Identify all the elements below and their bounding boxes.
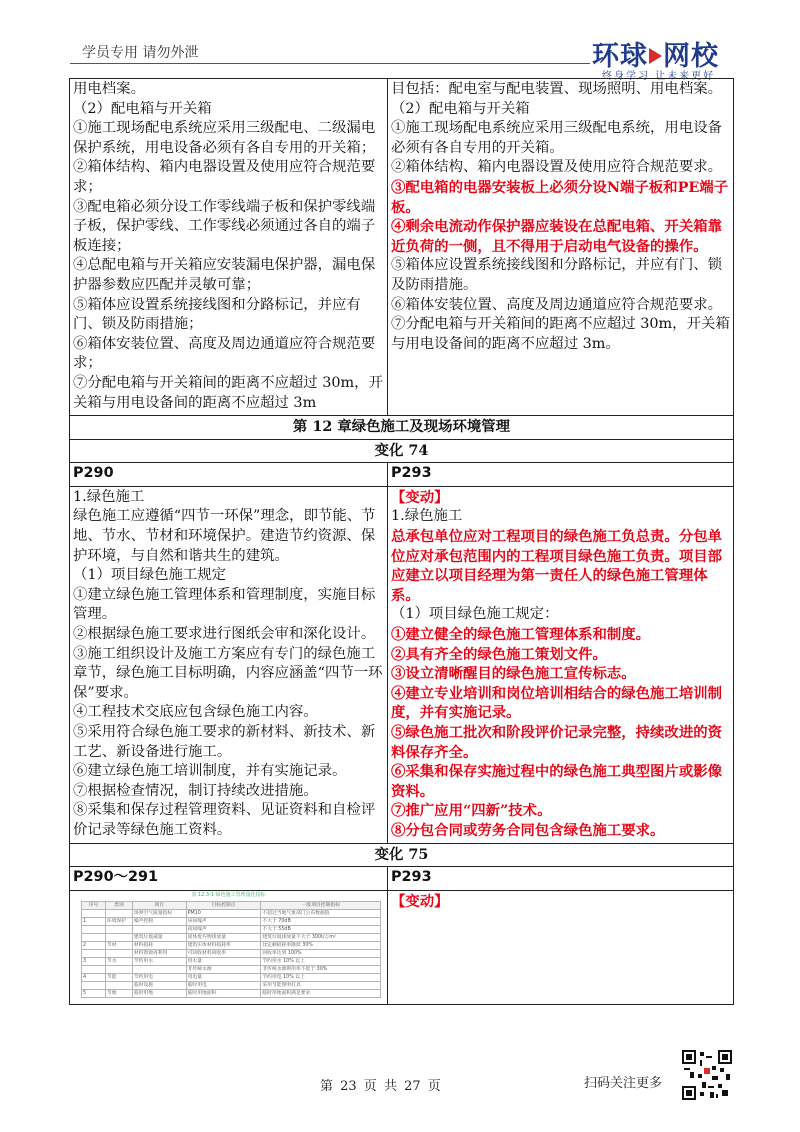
change-tag: 【变动】 [391,892,449,910]
table-cell: 节材 [105,941,132,949]
paragraph: ②具有齐全的绿色施工策划文件。 [391,645,607,663]
table-row [70,890,734,1004]
table-row [82,989,381,997]
table-cell [105,933,132,941]
table-header-cell: 目标控制点 [186,901,261,909]
table-cell [132,965,186,973]
paragraph: ⑦分配电箱与开关箱间的距离不应超过 30m，开关箱与用电设备间的距离不应超过 3m [73,374,383,411]
paragraph: （1）项目绿色施工规定： [391,606,559,623]
table-header-cell: 项目 [132,901,186,909]
table-cell: 节约用水 10% 以上 [261,957,381,965]
table-cell: PM10 [186,909,261,917]
paragraph: ③配电箱的电器安装板上必须分设N端子板和PE端子板。 [391,178,729,216]
table-row [82,925,381,933]
change-75-left-cell [70,890,388,1004]
table-cell [105,981,132,989]
paragraph: ⑤绿色施工批次和阶段评价记录完整，持续改进的资料保存齐全。 [391,724,722,761]
table-cell: 节约用电 10% 以上 [261,973,381,981]
table-row [82,965,381,973]
table-row [82,957,381,965]
table-row [70,867,734,891]
table-cell: 节地 [105,989,132,997]
paragraph: 【变动】 [391,488,449,506]
table-cell: 不大于 55dB [261,925,381,933]
paragraph: ①建立绿色施工管理体系和管理制度，实施目标管理。 [73,586,376,623]
table-cell: 材料资源再利用 [132,949,186,957]
paragraph: ③设立清晰醒目的绿色施工宣传标志。 [391,665,636,683]
change-75-right-cell [388,890,734,1004]
table-cell: 不超过当地气象部门公布数据值 [261,909,381,917]
paragraph: 绿色施工应遵循“四节一环保”理念，即节能、节地、节水、节材和环境保护。建造节约资源、保护环境，与自然和谐共生的建筑。 [73,508,376,564]
table-row [82,949,381,957]
table-header-cell: 一般项目控制指标 [261,901,381,909]
table-row [82,917,381,925]
table-cell: 采用节能照明灯具 [261,981,381,989]
paragraph: ④建立专业培训和岗位培训相结合的绿色施工培训制度，并有实施记录。 [391,684,722,722]
table-cell [82,925,106,933]
table-cell [82,933,106,941]
paragraph: 用电档案。 [73,81,145,97]
table-cell: 材料损耗 [132,941,186,949]
change-74-left-page: P290 [70,463,388,487]
qr-caption: 扫码关注更多 [584,1076,663,1091]
table-cell: 噪声控制 [132,917,186,925]
logo-slogan: 终身学习 让未来更好 [602,71,716,82]
paragraph: （2）配电箱与开关箱 [73,100,212,117]
table-cell: 环境保护 [105,917,132,925]
table-cell: 3 [82,957,106,965]
table-cell: 建筑垃圾减量 [132,933,186,941]
comparison-table [69,78,734,1005]
change-74-right-cell [388,486,734,843]
paragraph: ⑤箱体应设置系统接线图和分路标记，并应有门、锁及防雨措施。 [391,257,722,293]
table-cell [82,949,106,957]
table-cell: 1 [82,917,106,925]
paragraph: ④总配电箱与开关箱应安装漏电保护器，漏电保护器参数应匹配并灵敏可靠； [73,257,376,293]
table-row [82,933,381,941]
paragraph: ⑧分包合同或劳务合同包含绿色施工要求。 [391,821,665,839]
brand-logo [592,34,734,82]
table-cell: 用水量 [186,957,261,965]
chapter-title: 第 12 章绿色施工及现场环境管理 [70,416,734,440]
table-cell: 临时用地面积 [186,989,261,997]
table-cell: 节约用电 [132,973,186,981]
table-row [82,973,381,981]
paragraph: ⑤箱体应设置系统接线图和分路标记，并应有门、锁及防雨措施； [73,296,361,333]
table-cell: 临时用地 [132,989,186,997]
paragraph: ③施工组织设计及施工方案应有专门的绿色施工章节，绿色施工目标明确，内容应涵盖“四节一环保”要求。 [73,645,383,701]
table-cell: 昼间噪声 [186,917,261,925]
table-row [82,909,381,917]
table-cell: 节约用水 [132,957,186,965]
block1-right-cell [388,79,734,416]
paragraph: ⑦推广应用“四新”技术。 [391,802,552,820]
table-cell: 临时用地面积满足要求 [261,989,381,997]
table-row [82,981,381,989]
table-cell: 临时用电 [186,981,261,989]
table-cell: 非传统水源 [186,965,261,973]
change-74-title: 变化 74 [70,439,734,463]
table-cell: 建筑实体材料损耗率 [186,941,261,949]
paragraph: ①建立健全的绿色施工管理体系和制度。 [391,626,651,644]
paragraph: 1.绿色施工 [73,488,145,505]
paragraph: ⑥箱体安装位置、高度及周边通道应符合规范要求； [73,335,376,372]
block1-left-cell [70,79,388,416]
table-cell [105,949,132,957]
change-74-right-page: P293 [388,463,734,487]
paragraph: ⑧采集和保存过程管理资料、见证资料和自检评价记录等绿色施工资料。 [73,802,376,838]
paragraph: ②箱体结构、箱内电器设置及使用应符合规范要求； [73,159,376,195]
table-cell: 2 [82,941,106,949]
table-cell: 用电量 [186,973,261,981]
table-cell [82,909,106,917]
table-header-cell: 序号 [82,901,106,909]
paragraph: ①施工现场配电系统应采用三级配电系统，用电设备必须有各自专用的开关箱。 [391,120,722,156]
table-cell: 5 [82,989,106,997]
paragraph: ②箱体结构、箱内电器设置及使用应符合规范要求。 [391,159,722,176]
table-row [70,463,734,487]
table-cell [82,965,106,973]
change-75-right-page: P293 [388,867,734,891]
paragraph: ⑦根据检查情况，制订持续改进措施。 [73,782,318,799]
page-header [70,38,734,82]
table-cell: 建筑垃圾排放量不大于 300t/万m² [261,933,381,941]
table-cell: 4 [82,973,106,981]
mini-table-title: 表 12.3-1 绿色施工管理量化指标 [191,891,266,898]
paragraph: （1）项目绿色施工规定 [73,567,227,584]
paragraph: ⑤采用符合绿色施工要求的新材料、新技术、新工艺、新设备进行施工。 [73,724,376,760]
table-header-cell: 类别 [105,901,132,909]
table-row [70,843,734,867]
table-cell: 节水 [105,957,132,965]
paragraph: 1.绿色施工 [391,508,463,525]
table-cell: 可回收材料回收率 [186,949,261,957]
table-cell: 非传统水源利用率不低于 30% [261,965,381,973]
table-cell: 回收率达到 100% [261,949,381,957]
table-row [70,486,734,843]
paragraph: ⑦分配电箱与开关箱间的距离不应超过 30m，开关箱与用电设备间的距离不应超过 3m。 [391,316,730,352]
change-75-left-page: P290～291 [70,867,388,891]
table-cell: 节能 [105,973,132,981]
paragraph: ①施工现场配电系统应采用三级配电、二级漏电保护系统，用电设备必须有各自专用的开关箱； [73,120,376,156]
table-row [70,79,734,416]
change-75-title: 变化 75 [70,843,734,867]
paragraph: ⑥采集和保存实施过程中的绿色施工典型图片或影像资料。 [391,763,722,800]
header-divider [70,63,590,64]
table-row [70,439,734,463]
table-cell: 固体废弃物排放量 [186,933,261,941]
paragraph: ②根据绿色施工要求进行图纸会审和深化设计。 [73,626,376,643]
paragraph: （2）配电箱与开关箱 [391,100,530,117]
change-74-left-cell [70,486,388,843]
paragraph: ⑥箱体安装位置、高度及周边通道应符合规范要求。 [391,296,722,313]
paragraph: ⑥建立绿色施工培训制度，并有实施记录。 [73,763,347,780]
table-cell: 不大于 70dB [261,917,381,925]
table-cell [105,925,132,933]
table-cell [82,981,106,989]
page-number: 第 23 页 共 27 页 [320,1079,441,1094]
table-cell [105,909,132,917]
paragraph: ③配电箱必须分设工作零线端子板和保护零线端子板，保护零线、工作零线必须通过各自的端子板连接； [73,198,376,254]
table-cell: 临时设施 [132,981,186,989]
header-notice: 学员专用 请勿外泄 [82,45,199,61]
green-construction-indicator-table [81,901,381,998]
table-cell: 比定额损耗率降低 30% [261,941,381,949]
table-cell [105,965,132,973]
table-row [82,901,381,909]
table-cell: 场界空气质量指标 [132,909,186,917]
table-cell [132,925,186,933]
play-icon [649,48,662,64]
qr-code-icon[interactable] [682,1050,732,1100]
table-row [70,416,734,440]
paragraph: ④工程技术交底应包含绿色施工内容。 [73,704,318,721]
table-row [82,941,381,949]
logo-wordmark: 环球 网校 [592,41,719,72]
table-cell: 夜间噪声 [186,925,261,933]
paragraph: ④剩余电流动作保护器应装设在总配电箱、开关箱靠近负荷的一侧，且不得用于启动电气设备的操作。 [391,218,722,255]
paragraph: 目包括：配电室与配电装置、现场照明、用电档案。 [391,81,722,97]
paragraph: 总承包单位应对工程项目的绿色施工负总责。分包单位应对承包范围内的工程项目绿色施工负责。项目部应建立以项目经理为第一责任人的绿色施工管理体系。 [391,528,722,604]
